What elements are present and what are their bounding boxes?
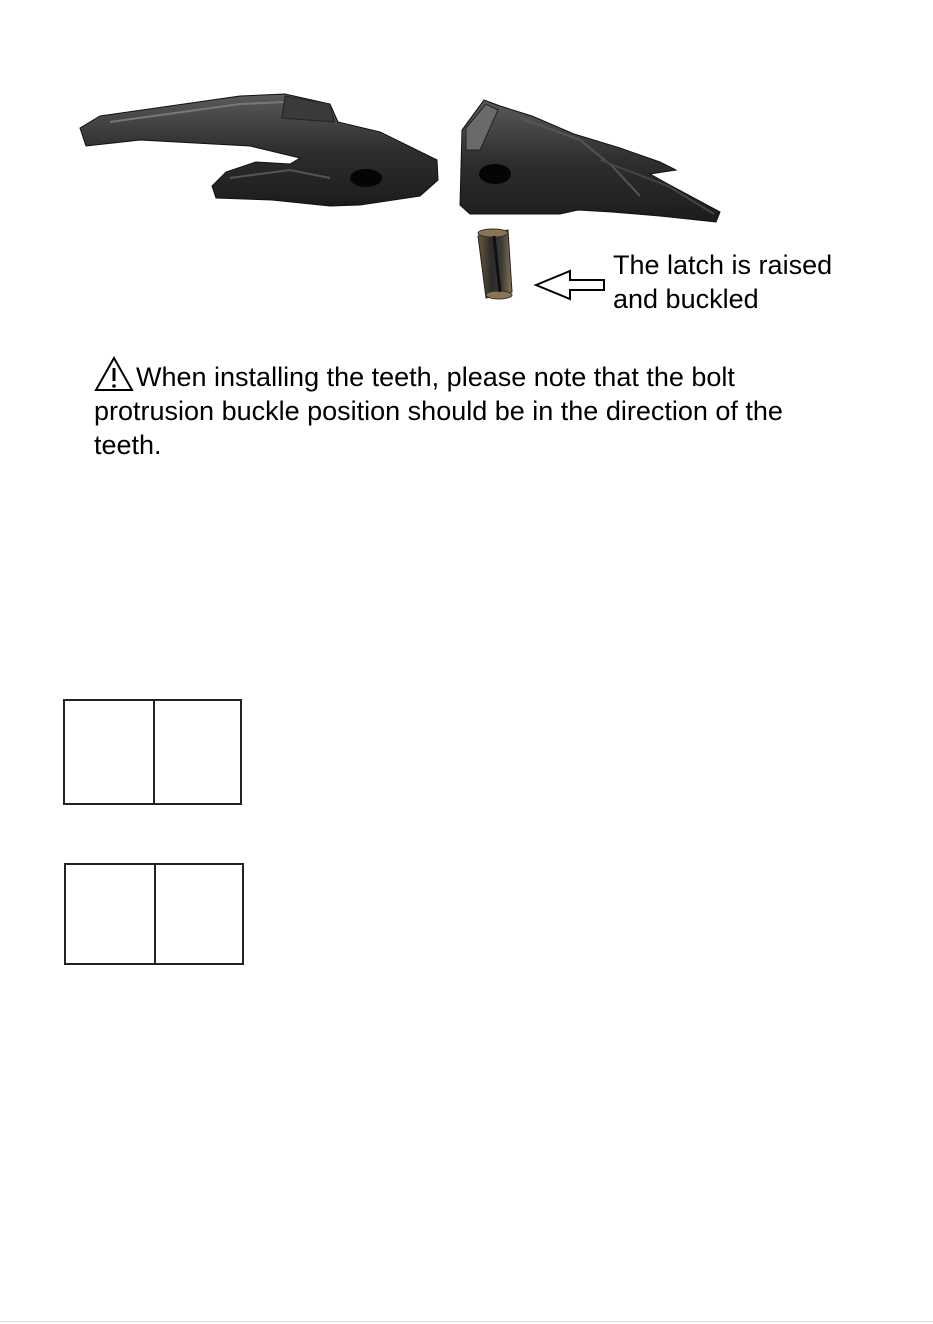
warning-line-1-wrap	[94, 356, 894, 394]
warning-triangle-icon	[94, 356, 134, 392]
box-divider	[153, 701, 155, 803]
callout-line-1: The latch is raised	[613, 250, 833, 280]
latch-callout	[613, 248, 832, 316]
warning-line-1: When installing the teeth, please note that the bolt	[136, 362, 735, 392]
bucket-tooth-tip-image	[460, 100, 720, 222]
warning-line-3: teeth.	[94, 430, 162, 460]
bucket-tooth-adapter-image	[80, 94, 438, 206]
box-divider	[154, 865, 156, 963]
empty-two-cell-box	[63, 699, 242, 805]
outline-arrow-left-icon	[536, 271, 604, 299]
empty-two-cell-box	[64, 863, 244, 965]
page-bottom-edge	[0, 1321, 933, 1322]
latch-pin-image	[478, 229, 512, 299]
warning-line-2: protrusion buckle position should be in the direction of the	[94, 396, 783, 426]
warning-note	[94, 356, 894, 462]
callout-line-2: and buckled	[613, 284, 759, 314]
